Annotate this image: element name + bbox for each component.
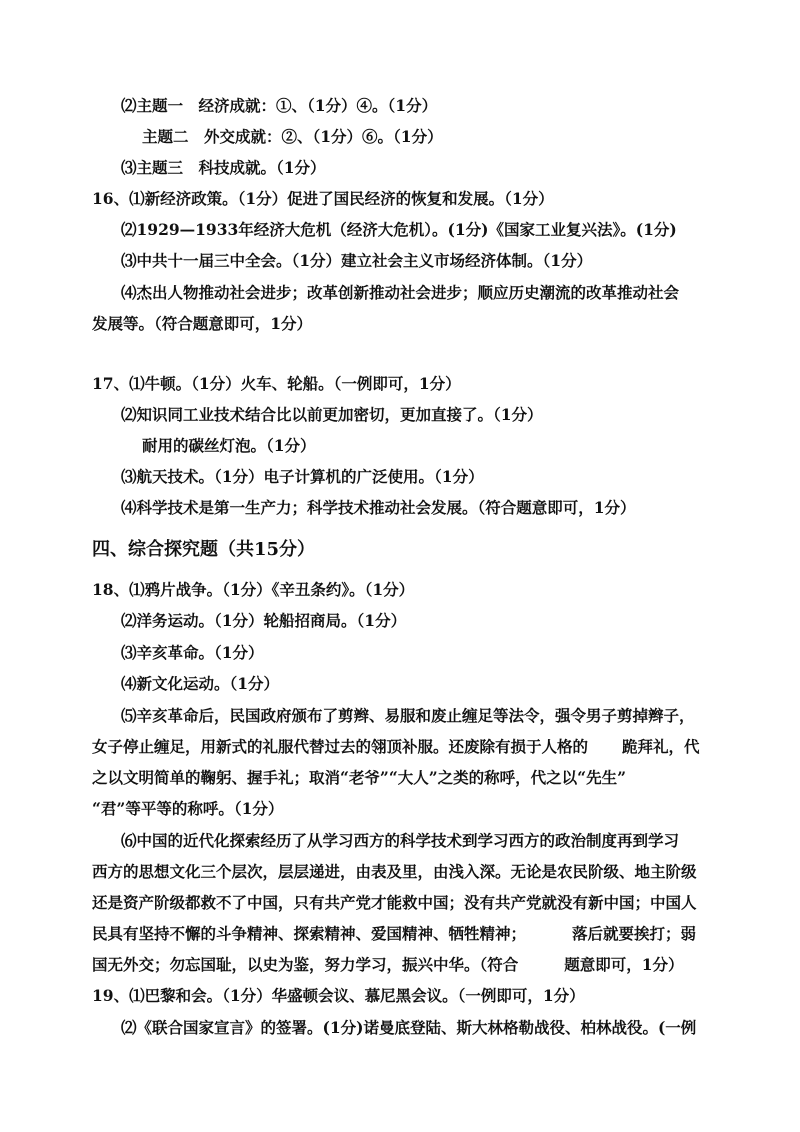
answer-line [92, 924, 696, 944]
question-16-line: 16、⑴新经济政策。（1分）促进了国民经济的恢复和发展。（1分） [92, 189, 554, 208]
answer-line: 耐用的碳丝灯泡。（1分） [142, 436, 316, 455]
answer-line: ⑵主题一 经济成就：①、（1分）④。（1分） [121, 96, 438, 115]
answer-line: ⑷科学技术是第一生产力；科学技术推动社会发展。（符合题意即可，1分） [121, 498, 636, 517]
answer-text: 国无外交；勿忘国耻，以史为鉴，努力学习，振兴中华。（符合 [92, 955, 519, 974]
answer-line: ⑵洋务运动。（1分）轮船招商局。（1分） [121, 611, 407, 630]
answer-line: 还是资产阶级都救不了中国，只有共产党才能救中国；没有共产党就没有新中国；中国人 [92, 893, 697, 912]
answer-line: ⑷新文化运动。（1分） [121, 674, 280, 693]
answer-line: 西方的思想文化三个层次，层层递进，由表及里，由浅入深。无论是农民阶级、地主阶级 [92, 862, 697, 881]
answer-line: ⑹中国的近代化探索经历了从学习西方的科学技术到学习西方的政治制度再到学习 [121, 831, 680, 850]
answer-line: 之以文明简单的鞠躬、握手礼；取消“老爷”“大人”之类的称呼，代之以“先生” [92, 768, 626, 787]
answer-line: ⑶主题三 科技成就。（1分） [121, 158, 326, 177]
answer-line [92, 955, 684, 975]
question-18-line: 18、⑴鸦片战争。（1分）《辛丑条约》。（1分） [92, 580, 415, 599]
answer-text: 民具有坚持不懈的斗争精神、探索精神、爱国精神、牺牲精神； [92, 924, 527, 943]
answer-line: ⑵知识同工业技术结合比以前更加密切，更加直接了。（1分） [121, 405, 543, 424]
answer-line: 主题二 外交成就：②、（1分）⑥。（1分） [142, 127, 443, 146]
answer-line: ⑷杰出人物推动社会进步；改革创新推动社会进步；顺应历史潮流的改革推动社会 [121, 283, 680, 302]
answer-text: 落后就要挨打；弱 [572, 924, 697, 943]
answer-line: ⑶辛亥革命。（1分） [121, 643, 264, 662]
question-17-line: 17、⑴牛顿。（1分）火车、轮船。（一例即可，1分） [92, 374, 461, 393]
answer-line: ⑸辛亥革命后，民国政府颁布了剪辫、易服和废止缠足等法令，强令男子剪掉辫子， [121, 706, 695, 725]
answer-line: ⑵《联合国家宣言》的签署。(1分)诺曼底登陆、斯大林格勒战役、柏林战役。(一例 [121, 1018, 697, 1037]
answer-line: ⑵1929—1933年经济大危机（经济大危机）。(1分)《国家工业复兴法》。(1分) [121, 220, 677, 239]
answer-line: ⑶航天技术。（1分）电子计算机的广泛使用。（1分） [121, 467, 484, 486]
answer-line [92, 737, 700, 757]
answer-text: 题意即可，1分） [564, 955, 684, 974]
answer-line: “君”等平等的称呼。（1分） [92, 799, 284, 818]
section-heading: 四、综合探究题（共15分） [92, 539, 316, 560]
question-19-line: 19、⑴巴黎和会。（1分）华盛顿会议、慕尼黑会议。（一例即可，1分） [92, 986, 585, 1005]
answer-line: 发展等。（符合题意即可，1分） [92, 314, 313, 333]
answer-text: 跪拜礼，代 [622, 737, 700, 756]
answer-text: 女子停止缠足，用新式的礼服代替过去的翎顶补服。还废除有损于人格的 [92, 737, 589, 756]
answer-line: ⑶中共十一届三中全会。（1分）建立社会主义市场经济体制。（1分） [121, 251, 593, 270]
